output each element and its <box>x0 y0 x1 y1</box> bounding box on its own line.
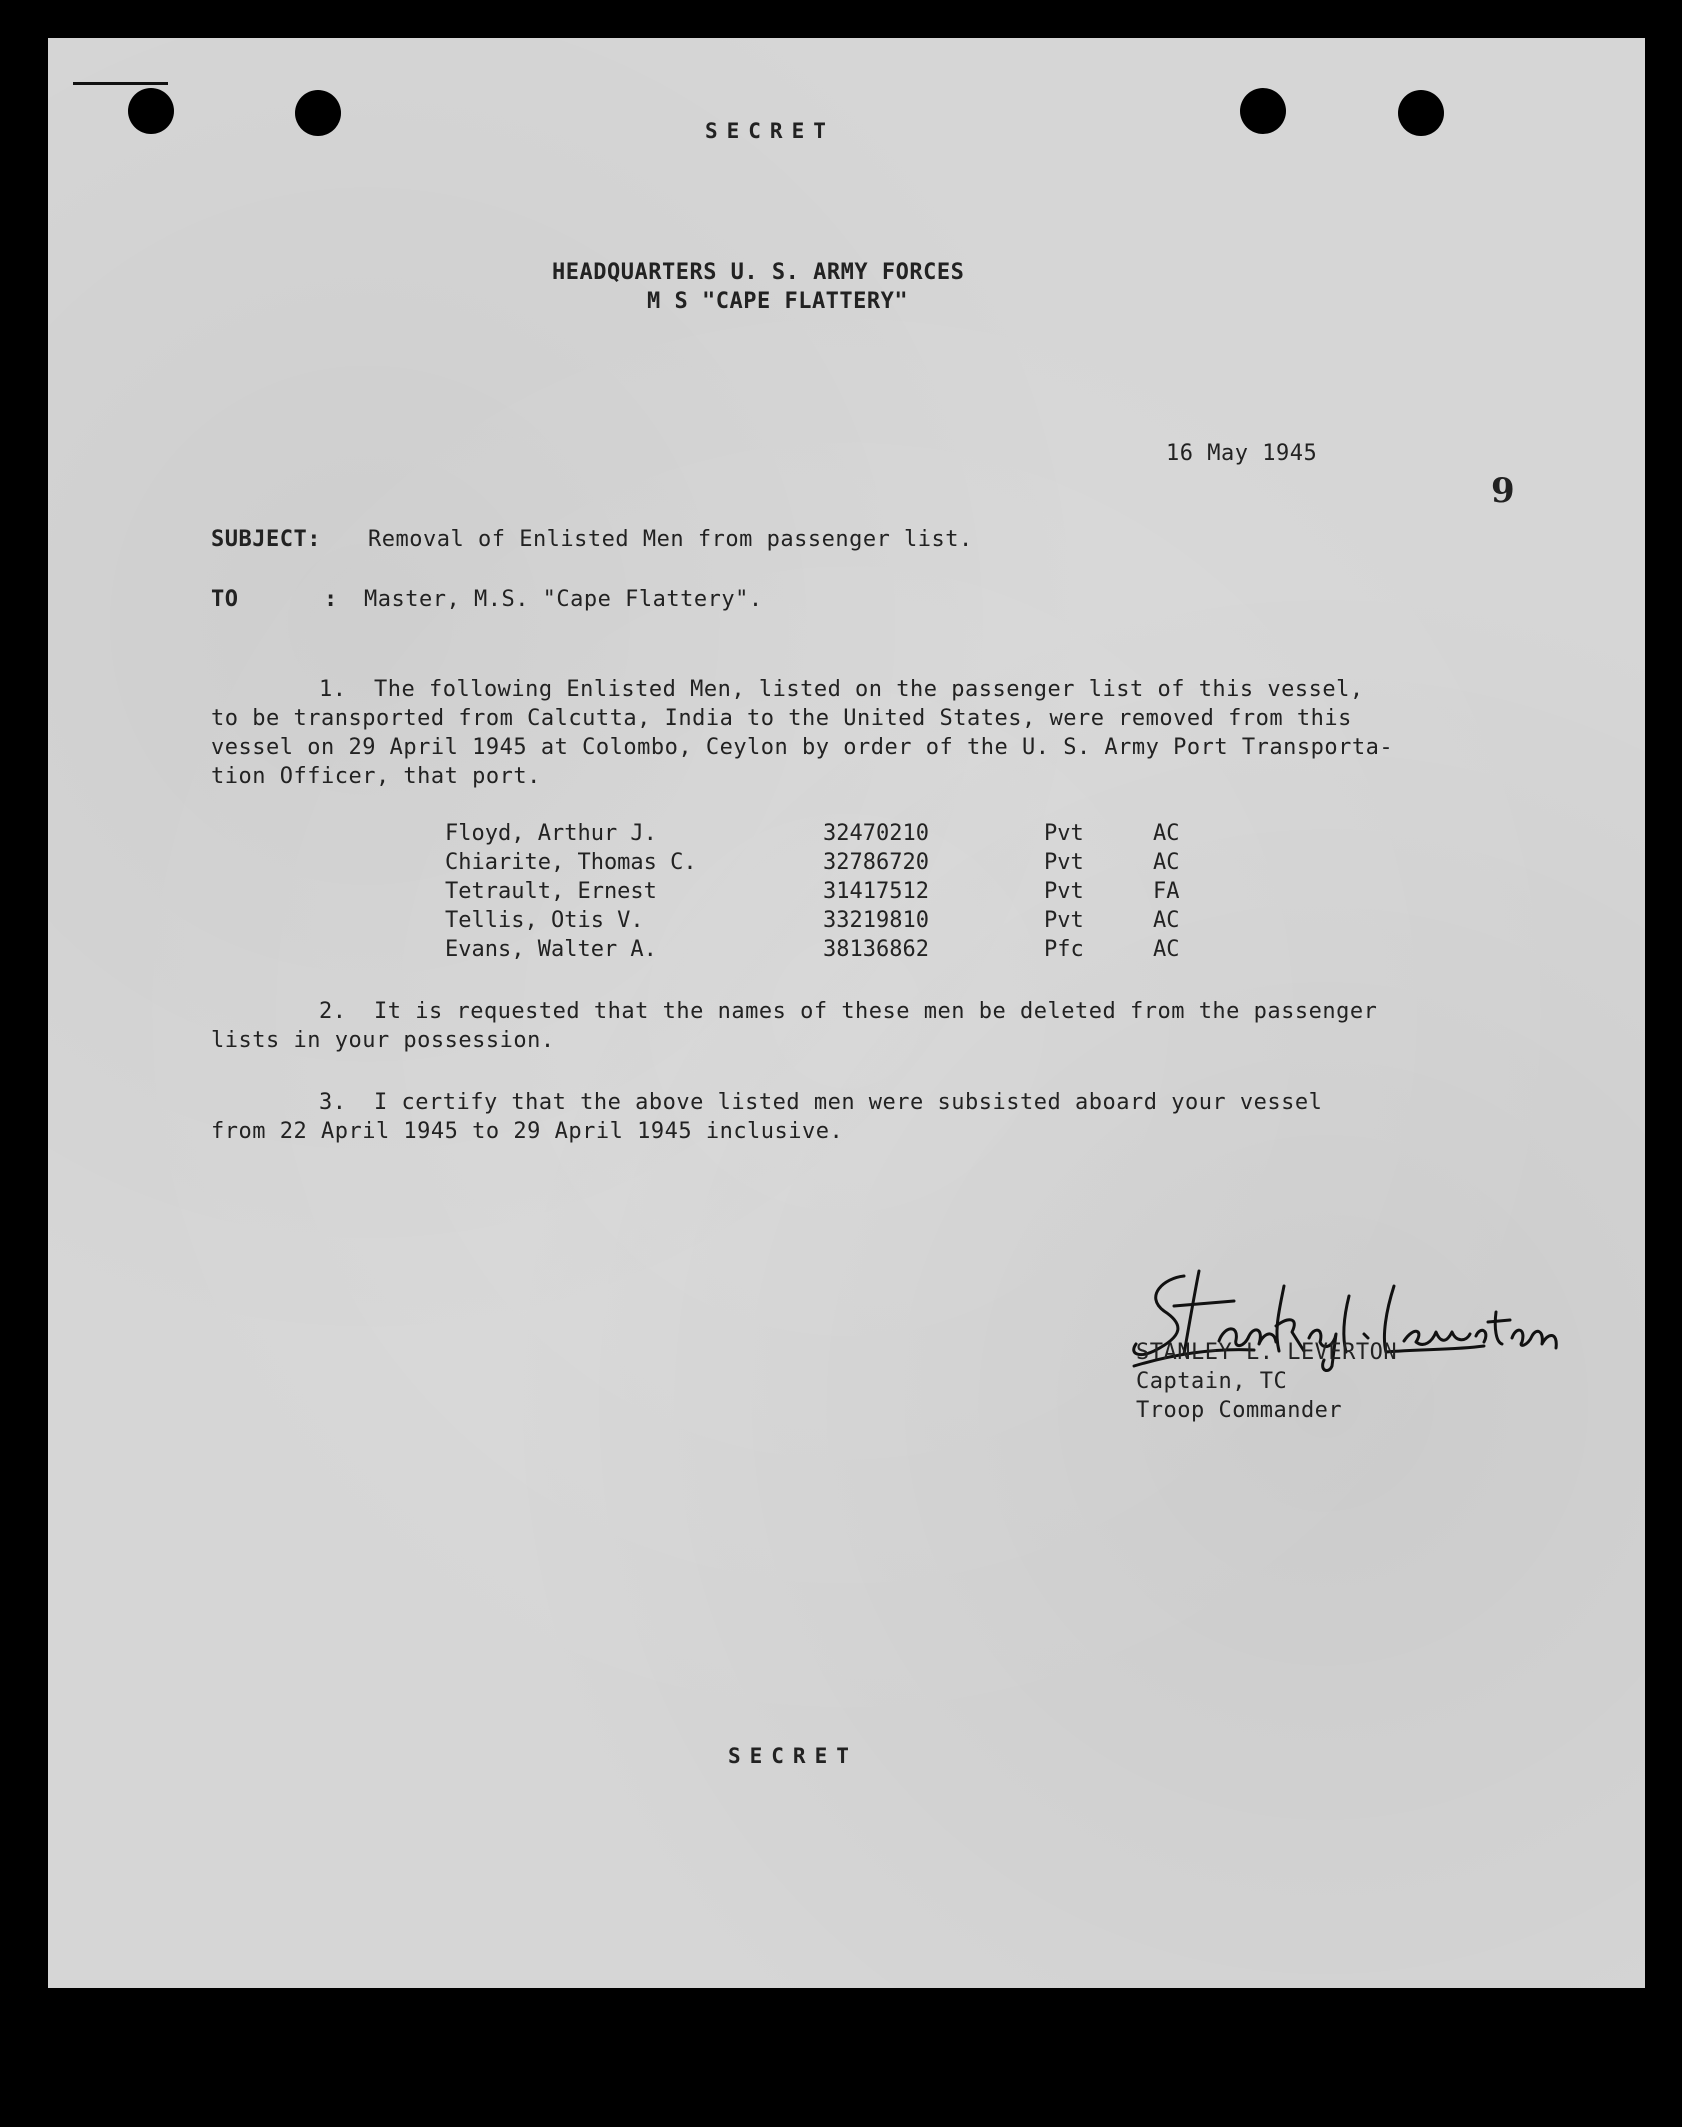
man-branch: AC <box>1153 821 1180 846</box>
document-page <box>48 38 1645 1988</box>
punch-hole <box>128 88 174 134</box>
paragraph-2-line-2: lists in your possession. <box>211 1028 555 1053</box>
man-serial: 31417512 <box>823 879 929 904</box>
signatory-title: Troop Commander <box>1136 1398 1343 1423</box>
paragraph-3-line-2: from 22 April 1945 to 29 April 1945 inclusive. <box>211 1119 844 1144</box>
date: 16 May 1945 <box>1166 441 1318 466</box>
man-name: Chiarite, Thomas C. <box>445 850 697 875</box>
hq-line-1: HEADQUARTERS U. S. ARMY FORCES <box>552 260 965 285</box>
page-number: 9 <box>1491 471 1516 511</box>
man-name: Tellis, Otis V. <box>445 908 644 933</box>
man-name: Floyd, Arthur J. <box>445 821 657 846</box>
man-branch: AC <box>1153 937 1180 962</box>
man-serial: 32470210 <box>823 821 929 846</box>
corner-mark <box>73 82 168 85</box>
punch-hole <box>295 90 341 136</box>
man-branch: FA <box>1153 879 1180 904</box>
paragraph-3-line-1: 3. I certify that the above listed men were subsisted aboard your vessel <box>319 1090 1323 1115</box>
man-grade: Pvt <box>1044 821 1084 846</box>
to-label: TO <box>211 587 239 612</box>
subject-label: SUBJECT: <box>211 527 321 552</box>
secret-header: SECRET <box>705 119 835 143</box>
secret-footer: SECRET <box>728 1744 858 1768</box>
man-branch: AC <box>1153 908 1180 933</box>
man-serial: 32786720 <box>823 850 929 875</box>
paragraph-1-line-3: vessel on 29 April 1945 at Colombo, Ceylon by order of the U. S. Army Port Transporta- <box>211 735 1394 760</box>
to-separator: : <box>324 587 338 612</box>
man-grade: Pvt <box>1044 850 1084 875</box>
paragraph-1-line-2: to be transported from Calcutta, India to the United States, were removed from this <box>211 706 1352 731</box>
paragraph-2-line-1: 2. It is requested that the names of these men be deleted from the passenger <box>319 999 1378 1024</box>
man-name: Tetrault, Ernest <box>445 879 657 904</box>
to-text: Master, M.S. "Cape Flattery". <box>364 587 763 612</box>
hq-line-2: M S "CAPE FLATTERY" <box>647 289 909 314</box>
man-serial: 33219810 <box>823 908 929 933</box>
man-grade: Pvt <box>1044 908 1084 933</box>
punch-hole <box>1240 88 1286 134</box>
punch-hole <box>1398 90 1444 136</box>
man-serial: 38136862 <box>823 937 929 962</box>
man-name: Evans, Walter A. <box>445 937 657 962</box>
subject-text: Removal of Enlisted Men from passenger list. <box>368 527 973 552</box>
paragraph-1-line-4: tion Officer, that port. <box>211 764 541 789</box>
signatory-name: STANLEY L. LEVERTON <box>1136 1340 1398 1365</box>
signatory-rank: Captain, TC <box>1136 1369 1288 1394</box>
man-grade: Pfc <box>1044 937 1084 962</box>
paragraph-1-line-1: 1. The following Enlisted Men, listed on the passenger list of this vessel, <box>319 677 1364 702</box>
man-grade: Pvt <box>1044 879 1084 904</box>
man-branch: AC <box>1153 850 1180 875</box>
